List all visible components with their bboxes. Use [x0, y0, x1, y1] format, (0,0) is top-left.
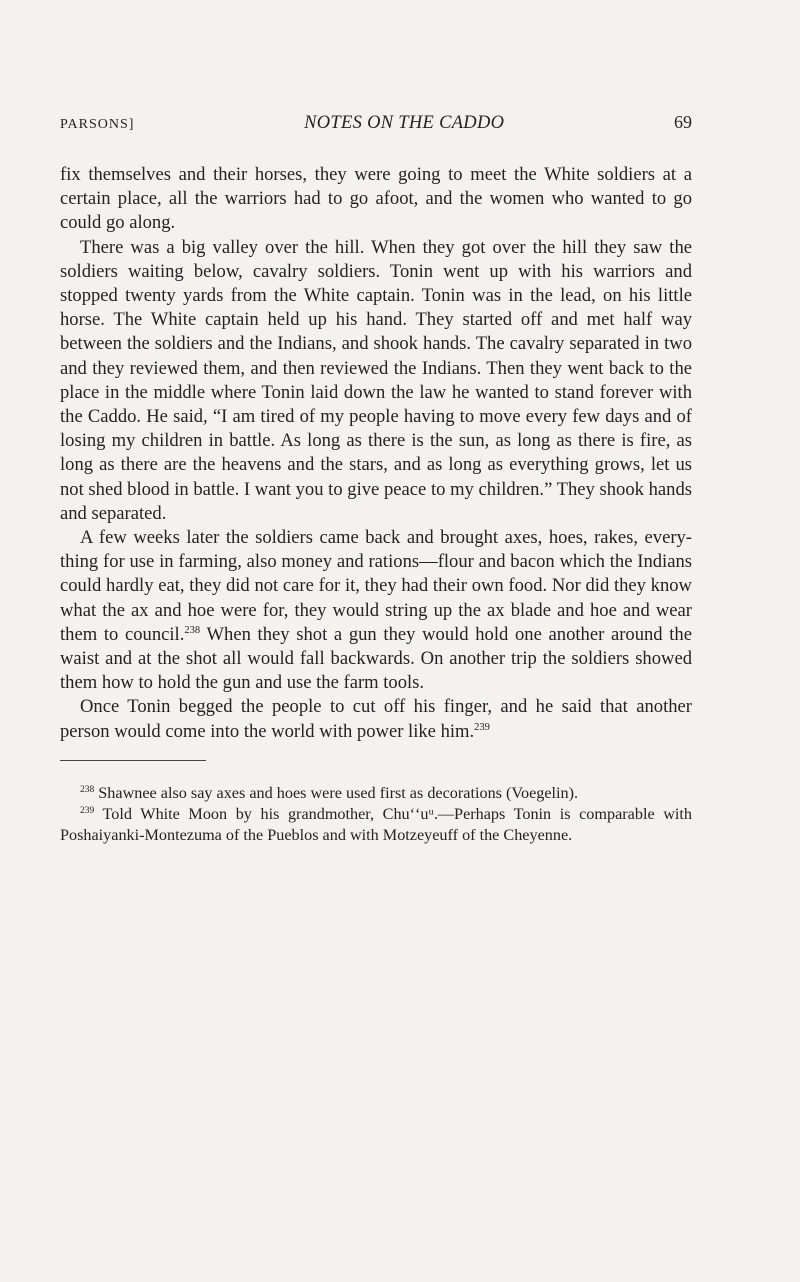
paragraph-4 — [60, 695, 692, 743]
footnotes — [60, 783, 692, 846]
paragraph-text: When they shot a gun they would hold one another around the waist and at the shot all would fall backwards. On another trip the soldiers showed them how to hold the gun and use the farm tools. — [60, 623, 692, 694]
running-head — [60, 112, 692, 152]
footnote-ref-239: 239 — [474, 721, 490, 733]
page-number: 69 — [674, 112, 692, 132]
footnote-text: Shawnee also say axes and hoes were used first as decorations (Voegelin). — [94, 783, 579, 802]
footnote-239 — [60, 804, 692, 846]
paragraph-text: fix themselves and their horses, they were going to meet the White soldiers at a certain place, all the warriors had to go afoot, and the women who wanted to go could go along. — [60, 164, 692, 234]
body-text — [60, 163, 692, 744]
paragraph-text: There was a big valley over the hill. When they got over the hill they saw the soldiers waiting below, cavalry soldiers. Tonin went up with his warriors and stopped twenty yards from the White captain. Tonin was in the lead, on his little horse. The White captain held up his hand. They started off and met half way between the soldiers and the Indians, and shook hands. The cavalry separated in two and they reviewed them, and then reviewed the Indians. Then they went back to the place in the middle where Tonin laid down the law he wanted to stand forever with the Caddo. He said, “I am tired of my people having to move every few days and of losing my children in battle. As long as there is the sun, as long as there is fire, as long as there are the heavens and the stars, and as long as everything grows, let us not shed blood in battle. I want you to give peace to my children.” They shook hands and separated. — [60, 236, 692, 524]
paragraph-text: Once Tonin begged the people to cut off his finger, and he said that another person would come into the world with power like him. — [60, 696, 692, 742]
book-page — [60, 112, 692, 846]
footnote-divider — [60, 760, 206, 761]
paragraph-1 — [60, 163, 692, 236]
footnote-238 — [60, 783, 692, 804]
footnote-number: 238 — [80, 784, 95, 795]
footnote-number: 239 — [80, 805, 95, 816]
footnote-text: Told White Moon by his grandmother, Chuʻʻuᵘ.—Perhaps Tonin is comparable with Poshaiyanki-Montezuma of the Pueblos and with Motzeyeuff of the Cheyenne. — [60, 804, 692, 844]
paragraph-2 — [60, 236, 692, 526]
running-head-author: PARSONS] — [60, 117, 135, 132]
footnote-ref-238: 238 — [184, 624, 201, 636]
running-head-title: NOTES ON THE CADDO — [304, 113, 505, 133]
paragraph-text: A few weeks later the soldiers came back and brought axes, hoes, rakes, every-thing for use in farming, also money and rations—flour and bacon which the Indians could hardly eat, they did not care for it, they had their own food. Nor did they know what the ax and hoe were for, they would string up the ax blade and hoe and wear them to council. — [60, 527, 692, 645]
paragraph-3 — [60, 526, 692, 695]
